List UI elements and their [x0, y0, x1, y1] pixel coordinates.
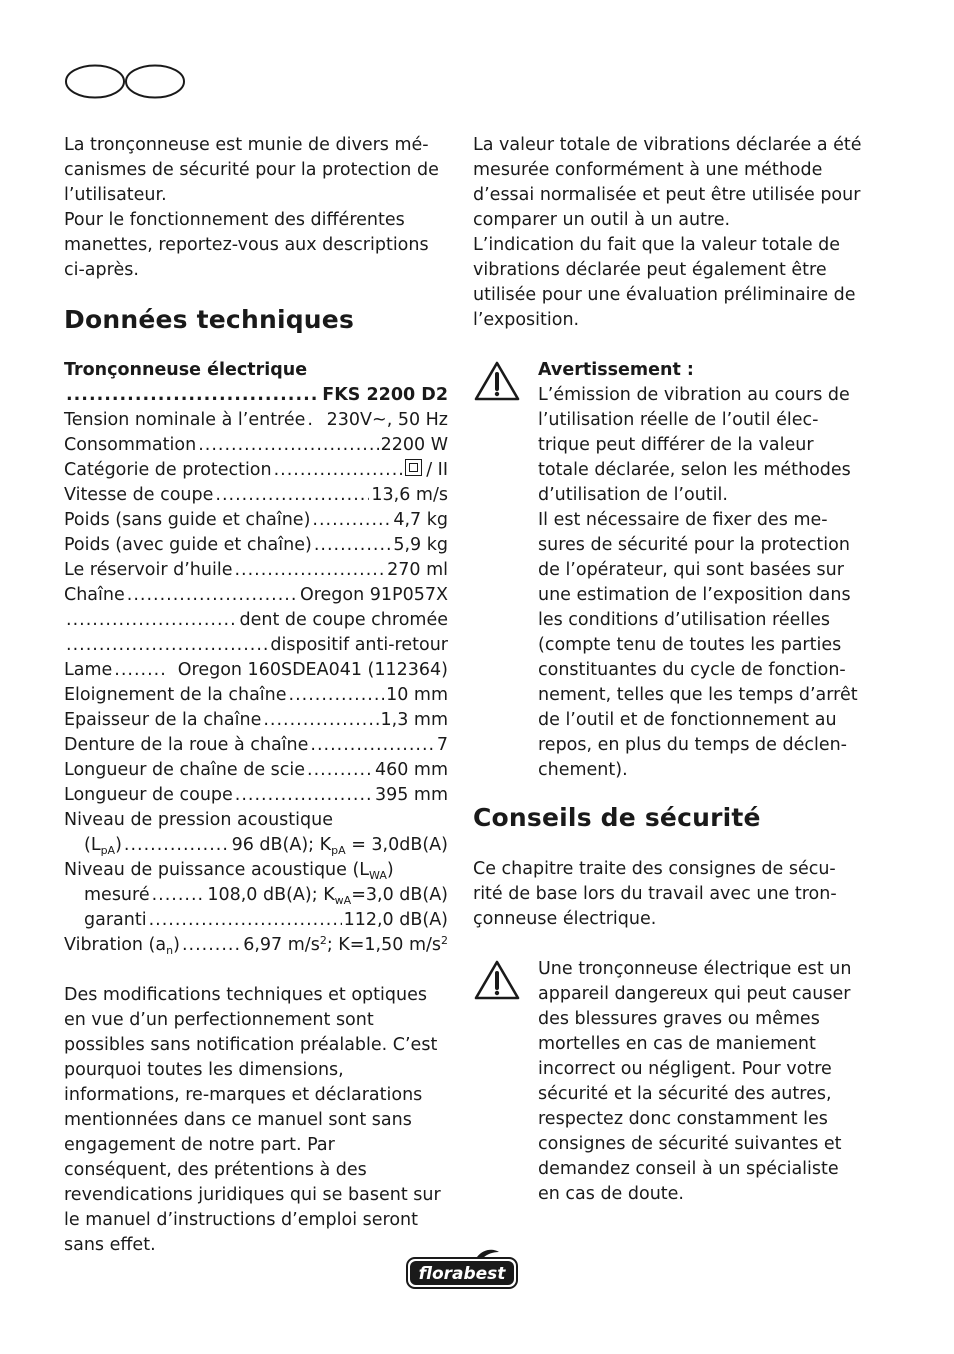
intro-paragraph-1: La tronçonneuse est munie de divers mé-canismes de sécurité pour la protection de l’utilisateur. [64, 135, 439, 205]
spec-row: Le réservoir d’huile ..... 270 ml [64, 558, 448, 583]
language-badge [64, 64, 186, 99]
spec-model: ..... FKS 2200 D2 [64, 383, 448, 408]
intro-paragraph-2: Pour le fonctionnement des différentes manettes, reportez-vous aux descriptions ci-après. [64, 210, 429, 280]
danger-text: Une tronçonneuse électrique est un appareil dangereux qui peut causer des blessures graves ou mêmes mortelles en cas de maniement incorrect ou négligent. Pour votre sécurité et la sécurité des autres, respectez donc constamment les consignes de sécurité suivantes et demandez conseil à un spécialiste en cas de doute. [538, 959, 852, 1204]
right-column [473, 133, 863, 1207]
spec-row: Poids (avec guide et chaîne) ..... 5,9 kg [64, 533, 448, 558]
spec-row: Vitesse de coupe ..... 13,6 m/s [64, 483, 448, 508]
vibration-warning [473, 358, 863, 783]
spec-row: Longueur de chaîne de scie ..... 460 mm [64, 758, 448, 783]
warning-text-2: Il est nécessaire de fixer des me-sures de sécurité pour la protection de l’opérateur, qui sont basées sur une estimation de l’exposition dans les conditions d’utilisation réelles (compte tenu de toutes les parties constituantes du cycle de fonction-nement, telles que les temps d’arrêt de l’outil et de fonctionnement au repos, en plus du temps de déclen-chement). [538, 510, 858, 780]
spec-row: Lame ..... Oregon 160SDEA041 (112364) [64, 658, 448, 683]
heading-safety: Conseils de sécurité [473, 803, 761, 832]
spec-row: ..... dispositif anti-retour [64, 633, 448, 658]
spec-row: Poids (sans guide et chaîne) ..... 4,7 kg [64, 508, 448, 533]
double-square-icon [405, 459, 422, 476]
spec-row: garanti ..... 112,0 dB(A) [64, 908, 448, 933]
logo-text: florabest [418, 1264, 506, 1284]
spec-row: Consommation ..... 2200 W [64, 433, 448, 458]
spec-row: Epaisseur de la chaîne ..... 1,3 mm [64, 708, 448, 733]
danger-warning [473, 957, 863, 1207]
spec-row: Niveau de puissance acoustique $(L_{WA})$ [64, 860, 394, 882]
spec-row: Tension nominale à l’entrée ..... 230V~, 50 Hz [64, 408, 448, 433]
chapter-paragraph: Ce chapitre traite des consignes de sécu-rité de base lors du travail avec une tron-çonneuse électrique. [473, 859, 837, 929]
heading-technical-data: Données techniques [64, 305, 355, 334]
warning-title: Avertissement : [538, 360, 694, 380]
warning-text-1: L’émission de vibration au cours de l’utilisation réelle de l’outil élec-trique peut différer de la valeur totale déclarée, selon les méthodes d’utilisation de l’outil. [538, 385, 851, 505]
spec-row: Longueur de coupe ..... 395 mm [64, 783, 448, 808]
spec-row: Vibration $(a_n)$ ..... 6,97 $m/s^2$; K=1,50 $m/s^2$ [64, 933, 448, 958]
vibration-paragraph-1: La valeur totale de vibrations déclarée a été mesurée conformément à une méthode d’essai normalisée et peut être utilisée pour comparer un outil à un autre. [473, 135, 862, 230]
spec-row: mesuré ..... 108,0 dB(A); $K_{wA}=3,0$ dB(A) [64, 883, 448, 908]
spec-row: Catégorie de protection ..... / II [64, 458, 448, 483]
spec-row: Denture de la roue à chaîne ..... 7 [64, 733, 448, 758]
warning-triangle-icon [473, 360, 521, 402]
vibration-paragraph-2: L’indication du fait que la valeur totale de vibrations déclarée peut également être utilisée pour une évaluation préliminaire de l’exposition. [473, 235, 856, 330]
product-name: Tronçonneuse électrique [64, 360, 308, 380]
spec-row: Niveau de pression acoustique [64, 810, 333, 830]
spec-row: Eloignement de la chaîne ..... 10 mm [64, 683, 448, 708]
warning-triangle-icon [473, 959, 521, 1001]
spec-row: ..... dent de coupe chromée [64, 608, 448, 633]
florabest-logo [405, 1248, 519, 1290]
modifications-paragraph: Des modifications techniques et optiques en vue d’un perfectionnement sont possibles sans notification préalable. C’est pourquoi toutes les dimensions, informations, re-marques et déclarations mentionnées dans ce manuel sont sans engagement de notre part. Par conséquent, des prétentions à des revendications juridiques qui se basent sur le manuel d’instructions d’emploi seront sans effet. [64, 985, 441, 1255]
spec-row: Chaîne ..... Oregon 91P057X [64, 583, 448, 608]
left-column [64, 133, 448, 1258]
spec-row: $(L_{pA})$ ..... 96 dB(A); $K_{pA} = 3,0dB(A)$ [64, 833, 448, 858]
